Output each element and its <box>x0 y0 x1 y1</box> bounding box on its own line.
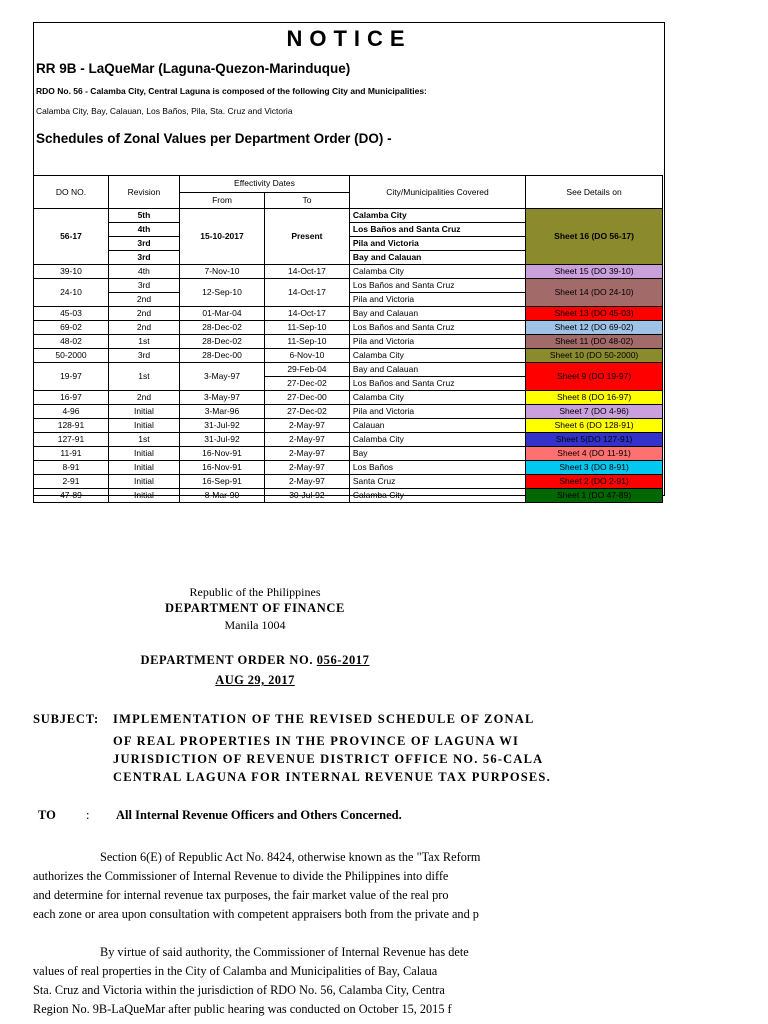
header-to: To <box>264 192 349 209</box>
from-date-cell: 12-Sep-10 <box>180 279 265 307</box>
revision-cell: Initial <box>108 405 179 419</box>
from-date-cell: 8-Mar-90 <box>180 489 265 503</box>
details-sheet-cell: Sheet 5(DO 127-91) <box>526 433 663 447</box>
paragraph-line: each zone or area upon consultation with competent appraisers both from the private and p <box>33 907 479 921</box>
cities-cell: Calamba City <box>349 489 525 503</box>
details-sheet-cell: Sheet 10 (DO 50-2000) <box>526 349 663 363</box>
city-heading: Manila 1004 <box>224 618 286 632</box>
order-date: AUG 29, 2017 <box>215 673 295 687</box>
details-sheet-cell: Sheet 15 (DO 39-10) <box>526 265 663 279</box>
to-date-cell: 11-Sep-10 <box>264 335 349 349</box>
revision-cell: 5th <box>108 209 179 223</box>
from-date-cell: 28-Dec-00 <box>180 349 265 363</box>
subject-line: CENTRAL LAGUNA FOR INTERNAL REVENUE TAX PURPOSES. <box>113 770 551 784</box>
do-number-cell: 48-02 <box>34 335 109 349</box>
cities-cell: Los Baños and Santa Cruz <box>349 223 525 237</box>
cities-cell: Los Baños and Santa Cruz <box>349 377 525 391</box>
to-date-cell: 14-Oct-17 <box>264 265 349 279</box>
revision-cell: 2nd <box>108 293 179 307</box>
subject-line: JURISDICTION OF REVENUE DISTRICT OFFICE NO. 56-CALA <box>113 752 544 766</box>
paragraph-line: Section 6(E) of Republic Act No. 8424, otherwise known as the "Tax Reform <box>100 850 481 864</box>
to-date-cell: 14-Oct-17 <box>264 307 349 321</box>
cities-cell: Pila and Victoria <box>349 335 525 349</box>
details-sheet-cell: Sheet 1 (DO 47-89) <box>526 489 663 503</box>
cities-cell: Santa Cruz <box>349 475 525 489</box>
to-date-cell: 27-Dec-00 <box>264 391 349 405</box>
do-number-cell: 39-10 <box>34 265 109 279</box>
paragraph-line: and determine for internal revenue tax purposes, the fair market value of the real pro <box>33 888 449 902</box>
cities-list: Calamba City, Bay, Calauan, Los Baños, Pila, Sta. Cruz and Victoria <box>36 106 293 116</box>
paragraph-line: Region No. 9B-LaQueMar after public hearing was conducted on October 15, 2015 f <box>33 1002 452 1016</box>
header-cities: City/Municipalities Covered <box>349 176 525 209</box>
to-date-cell: 11-Sep-10 <box>264 321 349 335</box>
paragraph-line: authorizes the Commissioner of Internal Revenue to divide the Philippines into diffe <box>33 869 449 883</box>
details-sheet-cell: Sheet 2 (DO 2-91) <box>526 475 663 489</box>
department-heading: DEPARTMENT OF FINANCE <box>165 601 345 615</box>
revision-cell: Initial <box>108 489 179 503</box>
cities-cell: Los Baños and Santa Cruz <box>349 279 525 293</box>
header-details: See Details on <box>526 176 663 209</box>
from-date-cell: 31-Jul-92 <box>180 433 265 447</box>
to-date-cell: Present <box>264 209 349 265</box>
revision-cell: 3rd <box>108 279 179 293</box>
details-sheet-cell: Sheet 7 (DO 4-96) <box>526 405 663 419</box>
to-date-cell: 27-Dec-02 <box>264 405 349 419</box>
revision-cell: Initial <box>108 461 179 475</box>
cities-cell: Los Baños <box>349 461 525 475</box>
revision-cell: Initial <box>108 447 179 461</box>
cities-cell: Pila and Victoria <box>349 405 525 419</box>
to-date-cell: 27-Dec-02 <box>264 377 349 391</box>
cities-cell: Bay and Calauan <box>349 251 525 265</box>
do-number-cell: 127-91 <box>34 433 109 447</box>
paragraph-line: values of real properties in the City of Calamba and Municipalities of Bay, Calaua <box>33 964 438 978</box>
details-sheet-cell: Sheet 11 (DO 48-02) <box>526 335 663 349</box>
header-do-no: DO NO. <box>34 176 109 209</box>
do-number-cell: 19-97 <box>34 363 109 391</box>
details-sheet-cell: Sheet 13 (DO 45-03) <box>526 307 663 321</box>
from-date-cell: 7-Nov-10 <box>180 265 265 279</box>
do-number-cell: 128-91 <box>34 419 109 433</box>
from-date-cell: 16-Nov-91 <box>180 447 265 461</box>
do-number-cell: 47-89 <box>34 489 109 503</box>
cities-cell: Bay and Calauan <box>349 363 525 377</box>
to-colon: : <box>86 808 90 822</box>
schedules-heading: Schedules of Zonal Values per Department Order (DO) - <box>36 131 392 146</box>
to-date-cell: 14-Oct-17 <box>264 279 349 307</box>
from-date-cell: 15-10-2017 <box>180 209 265 265</box>
revision-cell: 3rd <box>108 237 179 251</box>
from-date-cell: 3-May-97 <box>180 391 265 405</box>
details-sheet-cell: Sheet 6 (DO 128-91) <box>526 419 663 433</box>
do-number-cell: 69-02 <box>34 321 109 335</box>
from-date-cell: 16-Sep-91 <box>180 475 265 489</box>
cities-cell: Calamba City <box>349 349 525 363</box>
details-sheet-cell: Sheet 9 (DO 19-97) <box>526 363 663 391</box>
revision-cell: Initial <box>108 475 179 489</box>
revision-cell: 1st <box>108 335 179 349</box>
revision-cell: 2nd <box>108 307 179 321</box>
header-from: From <box>180 192 265 209</box>
cities-cell: Bay <box>349 447 525 461</box>
to-date-cell: 2-May-97 <box>264 433 349 447</box>
revision-cell: 3rd <box>108 251 179 265</box>
do-number-cell: 11-91 <box>34 447 109 461</box>
header-revision: Revision <box>108 176 179 209</box>
do-number-cell: 45-03 <box>34 307 109 321</box>
cities-cell: Los Baños and Santa Cruz <box>349 321 525 335</box>
to-date-cell: 2-May-97 <box>264 461 349 475</box>
header-effectivity: Effectivity Dates <box>180 176 350 193</box>
region-heading: RR 9B - LaQueMar (Laguna-Quezon-Marinduque) <box>36 61 351 76</box>
paragraph-line: By virtue of said authority, the Commissioner of Internal Revenue has dete <box>100 945 469 959</box>
cities-cell: Pila and Victoria <box>349 237 525 251</box>
cities-cell: Calamba City <box>349 265 525 279</box>
from-date-cell: 3-Mar-96 <box>180 405 265 419</box>
to-date-cell: 6-Nov-10 <box>264 349 349 363</box>
to-date-cell: 29-Feb-04 <box>264 363 349 377</box>
to-date-cell: 2-May-97 <box>264 447 349 461</box>
to-date-cell: 2-May-97 <box>264 419 349 433</box>
revision-cell: 1st <box>108 363 179 391</box>
revision-cell: Initial <box>108 419 179 433</box>
revision-cell: 2nd <box>108 321 179 335</box>
cities-cell: Calamba City <box>349 391 525 405</box>
details-sheet-cell: Sheet 12 (DO 69-02) <box>526 321 663 335</box>
from-date-cell: 01-Mar-04 <box>180 307 265 321</box>
details-sheet-cell: Sheet 3 (DO 8-91) <box>526 461 663 475</box>
cities-cell: Calamba City <box>349 209 525 223</box>
from-date-cell: 3-May-97 <box>180 363 265 391</box>
subject-line: IMPLEMENTATION OF THE REVISED SCHEDULE OF ZONAL <box>113 712 535 726</box>
revision-cell: 1st <box>108 433 179 447</box>
to-date-cell: 2-May-97 <box>264 475 349 489</box>
do-number-cell: 8-91 <box>34 461 109 475</box>
cities-cell: Bay and Calauan <box>349 307 525 321</box>
details-sheet-cell: Sheet 16 (DO 56-17) <box>526 209 663 265</box>
to-label: TO <box>38 808 56 822</box>
revision-cell: 2nd <box>108 391 179 405</box>
cities-cell: Pila and Victoria <box>349 293 525 307</box>
rdo-description: RDO No. 56 - Calamba City, Central Laguna is composed of the following City and Municipalities: <box>36 86 427 96</box>
revision-cell: 4th <box>108 223 179 237</box>
details-sheet-cell: Sheet 14 (DO 24-10) <box>526 279 663 307</box>
revision-cell: 4th <box>108 265 179 279</box>
paragraph-line: Sta. Cruz and Victoria within the jurisdiction of RDO No. 56, Calamba City, Centra <box>33 983 445 997</box>
do-number-cell: 56-17 <box>34 209 109 265</box>
details-sheet-cell: Sheet 4 (DO 11-91) <box>526 447 663 461</box>
cities-cell: Calauan <box>349 419 525 433</box>
from-date-cell: 16-Nov-91 <box>180 461 265 475</box>
details-sheet-cell: Sheet 8 (DO 16-97) <box>526 391 663 405</box>
do-number-cell: 50-2000 <box>34 349 109 363</box>
order-label: DEPARTMENT ORDER NO. <box>140 653 317 667</box>
from-date-cell: 28-Dec-02 <box>180 335 265 349</box>
notice-title: NOTICE <box>286 26 412 51</box>
do-number-cell: 2-91 <box>34 475 109 489</box>
from-date-cell: 31-Jul-92 <box>180 419 265 433</box>
from-date-cell: 28-Dec-02 <box>180 321 265 335</box>
republic-heading: Republic of the Philippines <box>189 585 321 599</box>
cities-cell: Calamba City <box>349 433 525 447</box>
order-number: 056-2017 <box>316 653 370 667</box>
subject-line: OF REAL PROPERTIES IN THE PROVINCE OF LAGUNA WI <box>113 734 520 748</box>
revision-cell: 3rd <box>108 349 179 363</box>
do-number-cell: 24-10 <box>34 279 109 307</box>
do-number-cell: 16-97 <box>34 391 109 405</box>
to-date-cell: 30-Jul-92 <box>264 489 349 503</box>
to-recipients: All Internal Revenue Officers and Others Concerned. <box>116 808 402 822</box>
subject-label: SUBJECT: <box>33 712 99 726</box>
do-number-cell: 4-96 <box>34 405 109 419</box>
